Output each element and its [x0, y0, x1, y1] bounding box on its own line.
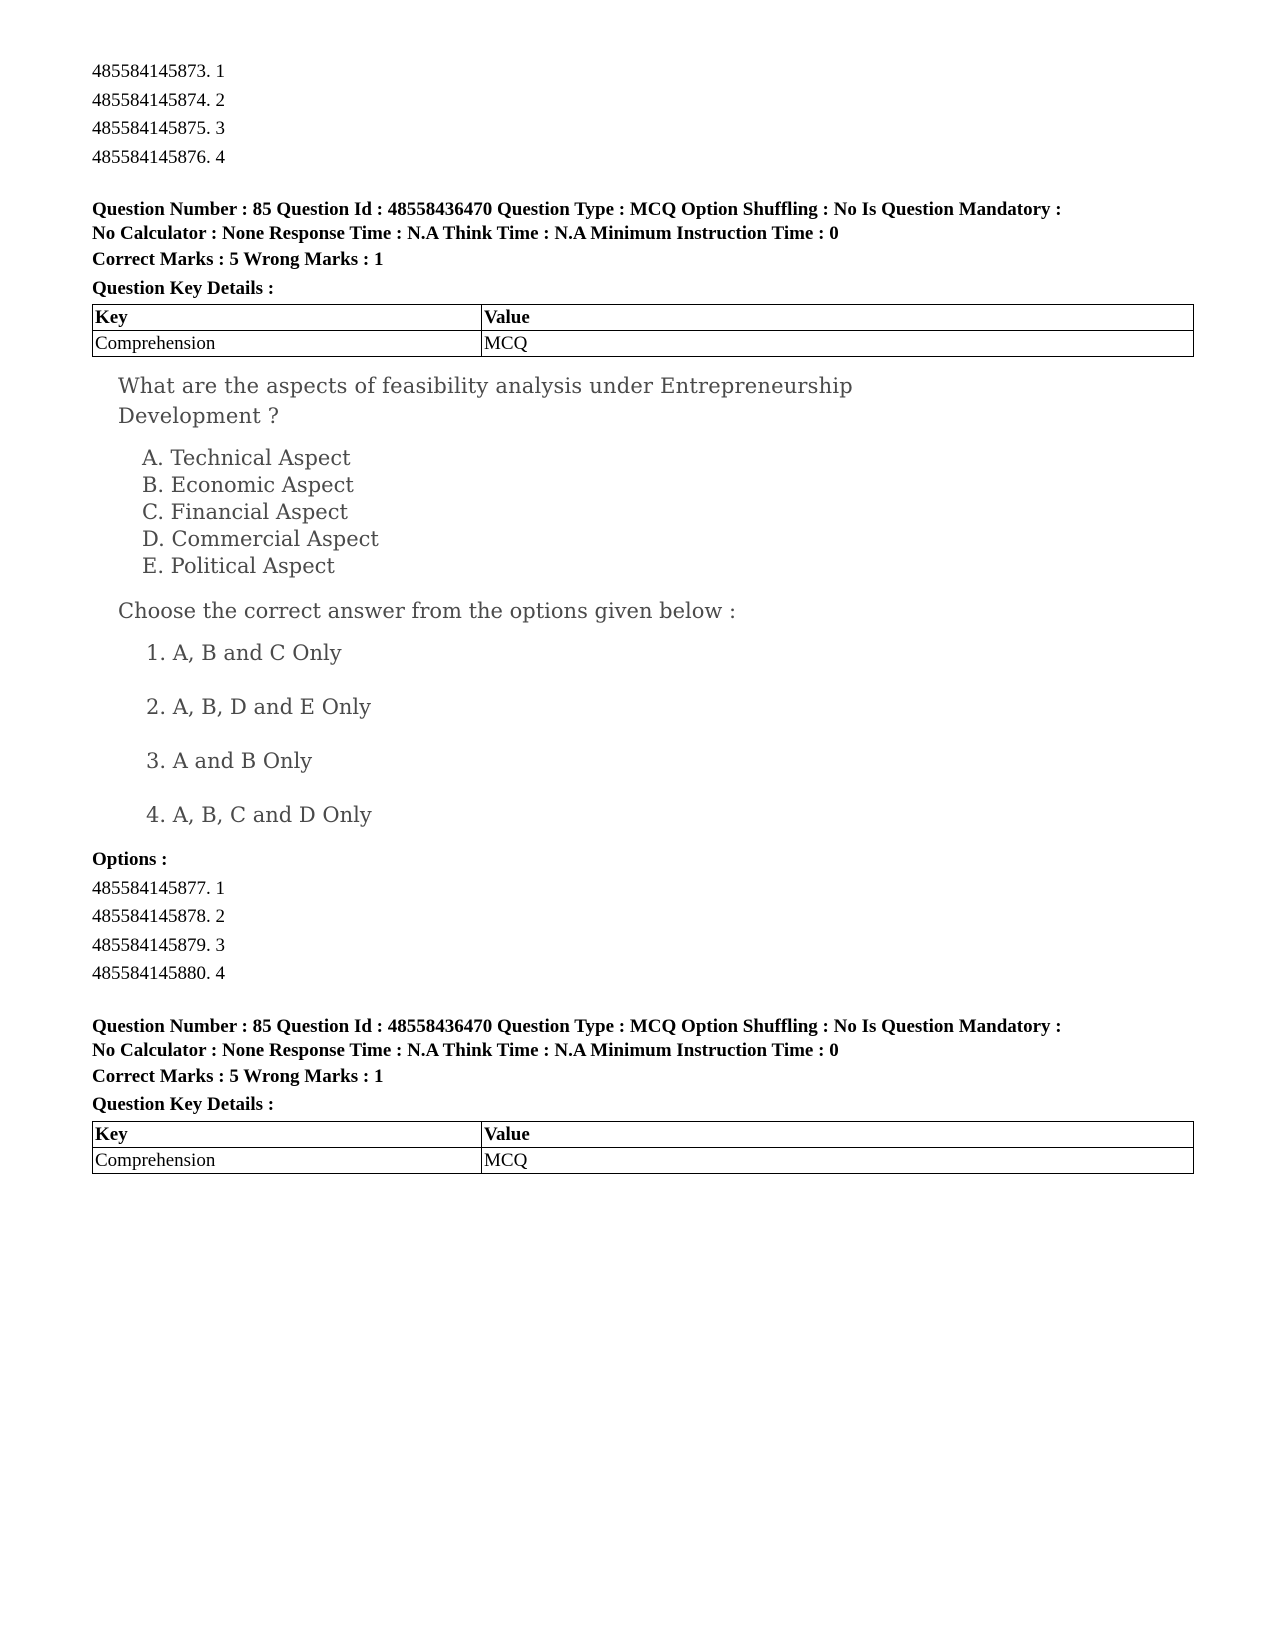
table-header-row [93, 1121, 1194, 1147]
option-line: 485584145879. 3 [92, 934, 225, 956]
question-image [118, 371, 918, 830]
table-cell-value: MCQ [482, 1147, 1194, 1173]
key-details-table [92, 304, 1194, 357]
table-cell-value: MCQ [482, 331, 1194, 357]
question-meta-line: Question Number : 85 Question Id : 48558436470 Question Type : MCQ Option Shuffling : No Is Question Mandatory : [92, 199, 1062, 220]
key-details-label: Question Key Details : [92, 277, 275, 299]
answer-choice: 1. A, B and C Only [146, 641, 342, 665]
question-block [92, 1015, 1192, 1174]
marks-line: Correct Marks : 5 Wrong Marks : 1 [92, 1065, 384, 1087]
table-header-value: Value [482, 305, 1194, 331]
answer-choice: 2. A, B, D and E Only [146, 695, 372, 719]
document-page [92, 58, 1192, 1174]
statement-item: E. Political Aspect [142, 554, 335, 578]
question-statements [142, 445, 918, 580]
marks-line: Correct Marks : 5 Wrong Marks : 1 [92, 249, 384, 270]
option-line: 485584145877. 1 [92, 877, 225, 899]
answer-choice: 4. A, B, C and D Only [146, 803, 372, 827]
table-header-value: Value [482, 1121, 1194, 1147]
answer-choice: 3. A and B Only [146, 749, 313, 773]
table-cell-key: Comprehension [93, 1147, 482, 1173]
option-line: 485584145876. 4 [92, 146, 225, 168]
table-cell-key: Comprehension [93, 331, 482, 357]
statement-item: C. Financial Aspect [142, 500, 348, 524]
table-header-key: Key [93, 305, 482, 331]
key-details-label: Question Key Details : [92, 1094, 275, 1115]
table-row [93, 1147, 1194, 1173]
previous-options-list [92, 58, 1192, 172]
table-header-row [93, 305, 1194, 331]
option-line: 485584145874. 2 [92, 89, 225, 111]
statement-item: A. Technical Aspect [142, 446, 351, 470]
table-header-key: Key [93, 1121, 482, 1147]
options-label: Options : [92, 849, 168, 870]
question-stem: What are the aspects of feasibility analysis under Entrepreneurship Development ? [118, 374, 853, 428]
statement-item: B. Economic Aspect [142, 473, 354, 497]
question-meta-line: No Calculator : None Response Time : N.A Think Time : N.A Minimum Instruction Time : 0 [92, 223, 839, 244]
option-line: 485584145880. 4 [92, 963, 225, 984]
question-meta-line: Question Number : 85 Question Id : 48558436470 Question Type : MCQ Option Shuffling : No Is Question Mandatory : [92, 1015, 1062, 1037]
options-list [92, 875, 1192, 989]
option-line: 485584145878. 2 [92, 906, 225, 927]
answer-choices [146, 638, 918, 830]
question-instruction: Choose the correct answer from the options given below : [118, 599, 737, 623]
statement-item: D. Commercial Aspect [142, 527, 379, 551]
question-block [92, 198, 1192, 989]
key-details-table [92, 1121, 1194, 1174]
table-row [93, 331, 1194, 357]
option-line: 485584145875. 3 [92, 118, 225, 139]
question-meta-line: No Calculator : None Response Time : N.A Think Time : N.A Minimum Instruction Time : 0 [92, 1039, 839, 1061]
option-line: 485584145873. 1 [92, 61, 225, 82]
